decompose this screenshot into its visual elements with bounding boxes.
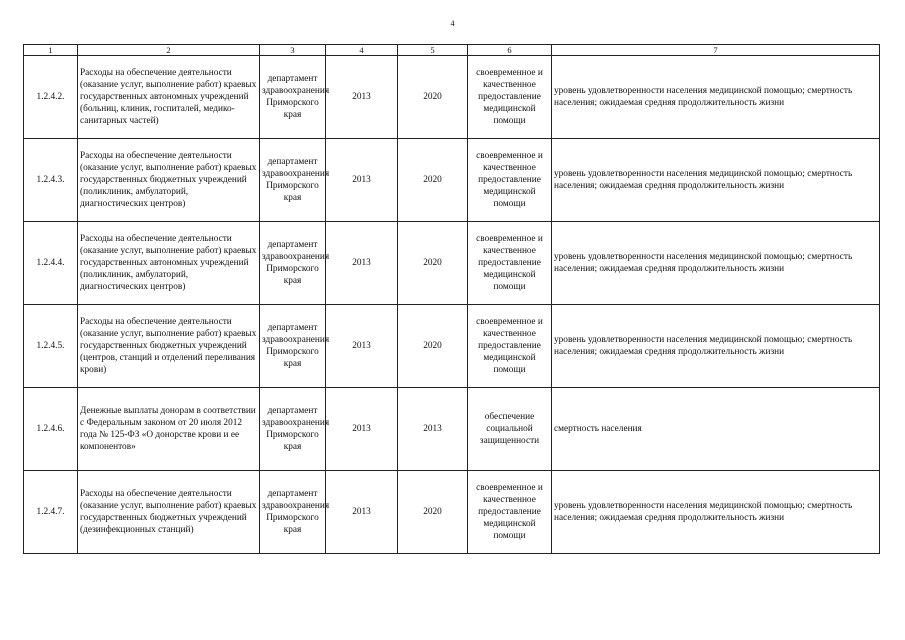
table-row (24, 222, 880, 305)
executor: департамент здравоохранения Приморского края (260, 56, 326, 139)
row-number: 1.2.4.5. (24, 305, 78, 388)
end-year: 2020 (398, 56, 468, 139)
indicators: уровень удовлетворенности населения медицинской помощью; смертность населения; ожидаемая средняя продолжительность жизни (552, 305, 880, 388)
executor: департамент здравоохранения Приморского края (260, 305, 326, 388)
row-number: 1.2.4.6. (24, 388, 78, 471)
table-row (24, 139, 880, 222)
executor: департамент здравоохранения Приморского края (260, 388, 326, 471)
program-table (23, 44, 880, 554)
start-year: 2013 (326, 305, 398, 388)
measure-description: Расходы на обеспечение деятельности (оказание услуг, выполнение работ) краевых государственных автономных учреждений (больниц, клиник, госпиталей, медико-санитарных частей) (78, 56, 260, 139)
start-year: 2013 (326, 388, 398, 471)
end-year: 2020 (398, 222, 468, 305)
column-header-5: 5 (398, 45, 468, 56)
table-header-row (24, 45, 880, 56)
end-year: 2020 (398, 305, 468, 388)
end-year: 2020 (398, 139, 468, 222)
expected-result: своевременное и качественное предоставление медицинской помощи (468, 471, 552, 554)
expected-result: своевременное и качественное предоставление медицинской помощи (468, 305, 552, 388)
indicators: уровень удовлетворенности населения медицинской помощью; смертность населения; ожидаемая средняя продолжительность жизни (552, 222, 880, 305)
start-year: 2013 (326, 139, 398, 222)
indicators: уровень удовлетворенности населения медицинской помощью; смертность населения; ожидаемая средняя продолжительность жизни (552, 56, 880, 139)
column-header-6: 6 (468, 45, 552, 56)
table-row (24, 388, 880, 471)
row-number: 1.2.4.4. (24, 222, 78, 305)
column-header-7: 7 (552, 45, 880, 56)
executor: департамент здравоохранения Приморского края (260, 471, 326, 554)
start-year: 2013 (326, 222, 398, 305)
table-row (24, 471, 880, 554)
page-number: 4 (450, 19, 455, 28)
expected-result: обеспечение социальной защищенности (468, 388, 552, 471)
executor: департамент здравоохранения Приморского края (260, 222, 326, 305)
table-row (24, 56, 880, 139)
column-header-1: 1 (24, 45, 78, 56)
table-row (24, 305, 880, 388)
indicators: уровень удовлетворенности населения медицинской помощью; смертность населения; ожидаемая средняя продолжительность жизни (552, 471, 880, 554)
expected-result: своевременное и качественное предоставление медицинской помощи (468, 139, 552, 222)
column-header-2: 2 (78, 45, 260, 56)
row-number: 1.2.4.3. (24, 139, 78, 222)
measure-description: Денежные выплаты донорам в соответствии с Федеральным законом от 20 июля 2012 года № 125-ФЗ «О донорстве крови и ее компонентов» (78, 388, 260, 471)
indicators: уровень удовлетворенности населения медицинской помощью; смертность населения; ожидаемая средняя продолжительность жизни (552, 139, 880, 222)
measure-description: Расходы на обеспечение деятельности (оказание услуг, выполнение работ) краевых государственных автономных учреждений (поликлиник, амбулаторий, диагностических центров) (78, 222, 260, 305)
end-year: 2013 (398, 388, 468, 471)
indicators: смертность населения (552, 388, 880, 471)
end-year: 2020 (398, 471, 468, 554)
expected-result: своевременное и качественное предоставление медицинской помощи (468, 56, 552, 139)
column-header-3: 3 (260, 45, 326, 56)
expected-result: своевременное и качественное предоставление медицинской помощи (468, 222, 552, 305)
start-year: 2013 (326, 471, 398, 554)
column-header-4: 4 (326, 45, 398, 56)
measure-description: Расходы на обеспечение деятельности (оказание услуг, выполнение работ) краевых государственных бюджетных учреждений (поликлиник, амбулаторий, диагностических центров) (78, 139, 260, 222)
row-number: 1.2.4.2. (24, 56, 78, 139)
measure-description: Расходы на обеспечение деятельности (оказание услуг, выполнение работ) краевых государственных бюджетных учреждений (дезинфекционных станций) (78, 471, 260, 554)
start-year: 2013 (326, 56, 398, 139)
executor: департамент здравоохранения Приморского края (260, 139, 326, 222)
measure-description: Расходы на обеспечение деятельности (оказание услуг, выполнение работ) краевых государственных бюджетных учреждений (центров, станций и отделений переливания крови) (78, 305, 260, 388)
row-number: 1.2.4.7. (24, 471, 78, 554)
